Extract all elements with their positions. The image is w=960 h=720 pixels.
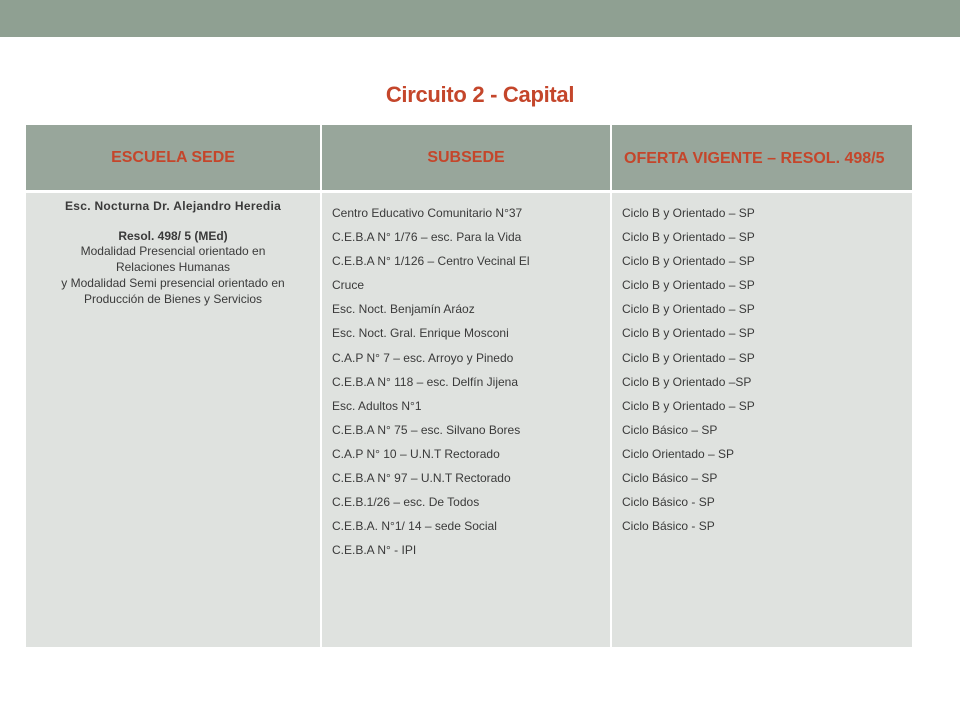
sede-desc-line: y Modalidad Semi presencial orientado en [61, 276, 285, 290]
header-subsede: SUBSEDE [321, 125, 611, 192]
circuit-table [26, 125, 912, 647]
sede-desc-line: Modalidad Presencial orientado en [80, 244, 266, 258]
list-item: Ciclo B y Orientado – SP [622, 398, 755, 413]
list-item: Esc. Noct. Gral. Enrique Mosconi [332, 326, 509, 341]
sede-desc-line: Producción de Bienes y Servicios [83, 292, 263, 306]
list-item: Ciclo B y Orientado – SP [622, 350, 755, 365]
list-item: Ciclo Básico – SP [622, 422, 718, 437]
list-item: Ciclo B y Orientado – SP [622, 326, 755, 341]
subsede-list [322, 193, 610, 562]
list-item: Ciclo Básico - SP [622, 519, 715, 534]
list-item: C.E.B.A N° 75 – esc. Silvano Bores [332, 422, 521, 437]
header-escuela-sede: ESCUELA SEDE [26, 125, 321, 192]
list-item: Ciclo Básico – SP [622, 471, 718, 486]
list-item: Cruce [332, 278, 365, 293]
list-item: C.E.B.A N° 118 – esc. Delfín Jijena [332, 374, 518, 389]
list-item: Esc. Adultos N°1 [332, 398, 422, 413]
table-header-row [26, 125, 912, 192]
sede-cell [26, 192, 321, 648]
sede-desc-line: Relaciones Humanas [115, 260, 231, 274]
table-row [26, 192, 912, 648]
sede-description [26, 243, 320, 307]
list-item: C.A.P N° 7 – esc. Arroyo y Pinedo [332, 350, 514, 365]
oferta-cell [611, 192, 912, 648]
list-item: C.E.B.A N° 1/76 – esc. Para la Vida [332, 230, 522, 245]
header-oferta-vigente: OFERTA VIGENTE – RESOL. 498/5 [611, 125, 912, 192]
list-item: C.E.B.A N° 97 – U.N.T Rectorado [332, 471, 511, 486]
list-item: Ciclo B y Orientado – SP [622, 278, 755, 293]
oferta-list [612, 193, 912, 538]
list-item: C.E.B.1/26 – esc. De Todos [332, 495, 480, 510]
list-item: Ciclo B y Orientado – SP [622, 254, 755, 269]
list-item: Ciclo Orientado – SP [622, 446, 735, 461]
top-bar [0, 0, 960, 37]
list-item: Ciclo B y Orientado – SP [622, 230, 755, 245]
list-item: C.A.P N° 10 – U.N.T Rectorado [332, 446, 500, 461]
sede-name: Esc. Nocturna Dr. Alejandro Heredia [64, 199, 282, 213]
list-item: Ciclo Básico - SP [622, 495, 715, 510]
list-item: Centro Educativo Comunitario N°37 [332, 206, 523, 220]
list-item: Ciclo B y Orientado –SP [622, 374, 752, 389]
list-item: Ciclo B y Orientado – SP [622, 206, 755, 220]
list-item: C.E.B.A. N°1/ 14 – sede Social [332, 519, 497, 534]
list-item: Esc. Noct. Benjamín Aráoz [332, 302, 475, 317]
list-item: Ciclo B y Orientado – SP [622, 302, 755, 317]
slide-title: Circuito 2 - Capital [385, 82, 575, 107]
list-item: C.E.B.A N° 1/126 – Centro Vecinal El [332, 254, 530, 269]
sede-resolution: Resol. 498/ 5 (MEd) [118, 229, 228, 243]
subsede-cell [321, 192, 611, 648]
list-item: C.E.B.A N° - IPI [332, 543, 417, 558]
